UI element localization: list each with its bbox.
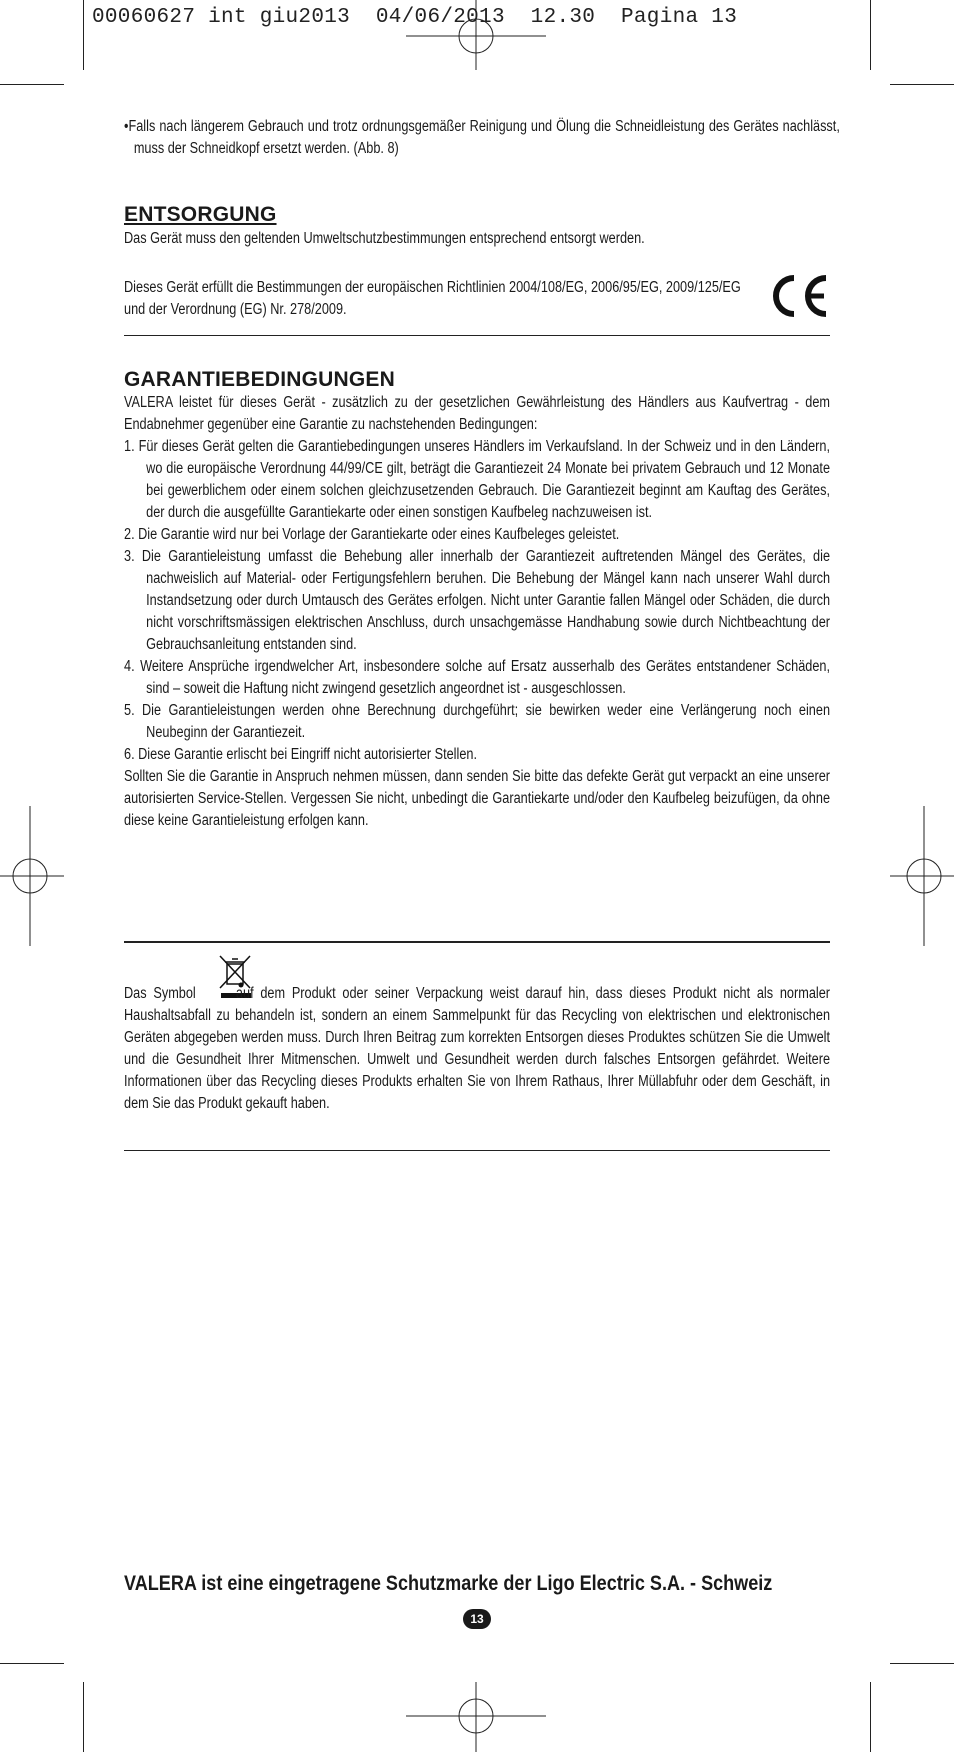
- registration-mark-right: [890, 806, 954, 946]
- registration-mark-left: [0, 806, 64, 946]
- warranty-outro: Sollten Sie die Garantie in Anspruch nehmen müssen, dann senden Sie bitte das defekte Gerät gut verpackt an eine unserer autorisierten Service-Stellen. Vergessen Sie nicht, unbedingt die Garantiekarte und/oder den Kaufbeleg beizufügen, da ohne diese keine Garantieleistung erfolgen kann.: [124, 768, 831, 829]
- crop-mark: [83, 0, 84, 70]
- warranty-conditions: [124, 436, 830, 766]
- warranty-condition-5: 5. Die Garantieleistungen werden ohne Berechnung durchgeführt; sie bewirken weder eine Verlängerung noch einen Neubeginn der Garantiezeit.: [124, 702, 831, 741]
- maintenance-note-text: Falls nach längerem Gebrauch und trotz ordnungsgemäßer Reinigung und Ölung die Schneidleistung des Gerätes nachlässt, muss der Schneidkopf ersetzt werden. (Abb. 8): [128, 118, 840, 157]
- disposal-section: [124, 203, 830, 250]
- warranty-section: [124, 368, 830, 832]
- warranty-intro: VALERA leistet für dieses Gerät - zusätzlich zu der gesetzlichen Gewährleistung des Händlers aus Kaufvertrag - dem Endabnehmer gegenüber eine Garantie zu nachstehenden Bedingungen:: [124, 394, 831, 433]
- directives-text: Dieses Gerät erfüllt die Bestimmungen der europäischen Richtlinien 2004/108/EG, 2006/95/EG, 2009/125/EG und der Verordnung (EG) Nr. 278/2009.: [124, 279, 741, 318]
- registration-mark-bottom: [406, 1680, 546, 1752]
- section-divider: [124, 335, 830, 336]
- trademark-footer: VALERA ist eine eingetragene Schutzmarke der Ligo Electric S.A. - Schweiz: [124, 1572, 773, 1595]
- disposal-title: ENTSORGUNG: [124, 203, 277, 226]
- crop-mark: [890, 84, 954, 85]
- directives-block: [124, 277, 744, 321]
- crop-mark: [890, 1663, 954, 1664]
- weee-notice: [124, 983, 830, 1115]
- warranty-condition-1: 1. Für dieses Gerät gelten die Garantiebedingungen unseres Händlers im Verkaufsland. In der Schweiz und in den Ländern, wo die europäische Verordnung 44/99/CE gilt, beträgt die Garantiezeit 24 Monate bei privatem Gebrauch und 12 Monate bei gewerblichem oder einem solchen gleichzusetzenden Gebrauch. Die Garantiezeit beginnt am Kauftag des Gerätes, der durch die ausgefüllte Garantiekarte oder einen sonstigen Kaufbeleg nachzuweisen ist.: [124, 438, 831, 521]
- page-number-badge: 13: [463, 1609, 491, 1629]
- warranty-condition-2: 2. Die Garantie wird nur bei Vorlage der Garantiekarte oder eines Kaufbeleges geleistet.: [124, 526, 620, 543]
- ce-mark-icon: [768, 274, 832, 318]
- printer-slug: 00060627 int giu2013 04/06/2013 12.30 Pagina 13: [92, 6, 738, 29]
- crop-mark: [870, 1682, 871, 1752]
- section-divider: [124, 1150, 830, 1151]
- registration-mark-top: [406, 0, 546, 72]
- weee-prefix: Das Symbol: [124, 985, 196, 1002]
- disposal-text: Das Gerät muss den geltenden Umweltschutzbestimmungen entsprechend entsorgt werden.: [124, 230, 645, 247]
- crop-mark: [0, 84, 64, 85]
- weee-text: auf dem Produkt oder seiner Verpackung weist darauf hin, dass dieses Produkt nicht als normaler Haushaltsabfall zu behandeln ist, sondern an einem Sammelpunkt für das Recycling von elektrischen und elektronischen Geräten abgegeben werden muss. Durch Ihren Beitrag zum korrekten Entsorgen dieses Produktes schützen Sie die Umwelt und die Gesundheit Ihrer Mitmenschen. Umwelt und Gesundheit werden durch falsches Entsorgen gefährdet. Weitere Informationen über das Recycling dieses Produkts erhalten Sie von Ihrem Rathaus, Ihrer Müllabfuhr oder dem Geschäft, in dem Sie das Produkt gekauft haben.: [124, 985, 831, 1112]
- section-divider: [124, 941, 830, 943]
- warranty-condition-3: 3. Die Garantieleistung umfasst die Behebung aller innerhalb der Garantiezeit auftretenden Mängel des Gerätes, die nachweislich auf Material- oder Fertigungsfehlern beruhen. Die Behebung der Mängel kann nach unserer Wahl durch Instandsetzung oder durch Umtausch des Gerätes erfolgen. Nicht unter Garantie fallen Mängel oder Schäden, die durch nicht vorschriftsmässigen elektrischen Anschluss, durch unsachgemässe Handhabung sowie durch Nichtbeachtung der Gebrauchsanleitung entstanden sind.: [124, 548, 831, 653]
- warranty-condition-6: 6. Diese Garantie erlischt bei Eingriff nicht autorisierter Stellen.: [124, 746, 477, 763]
- maintenance-note: •Falls nach längerem Gebrauch und trotz ordnungsgemäßer Reinigung und Ölung die Schneidleistung des Gerätes nachlässt, muss der Schneidkopf ersetzt werden. (Abb. 8): [124, 118, 840, 157]
- crop-mark: [0, 1663, 64, 1664]
- warranty-title: GARANTIEBEDINGUNGEN: [124, 368, 395, 391]
- crop-mark: [83, 1682, 84, 1752]
- warranty-condition-4: 4. Weitere Ansprüche irgendwelcher Art, insbesondere solche auf Ersatz ausserhalb des Gerätes entstandener Schäden, sind – soweit die Haftung nicht zwingend gesetzlich angeordnet ist - ausgeschlossen.: [124, 658, 831, 697]
- crop-mark: [870, 0, 871, 70]
